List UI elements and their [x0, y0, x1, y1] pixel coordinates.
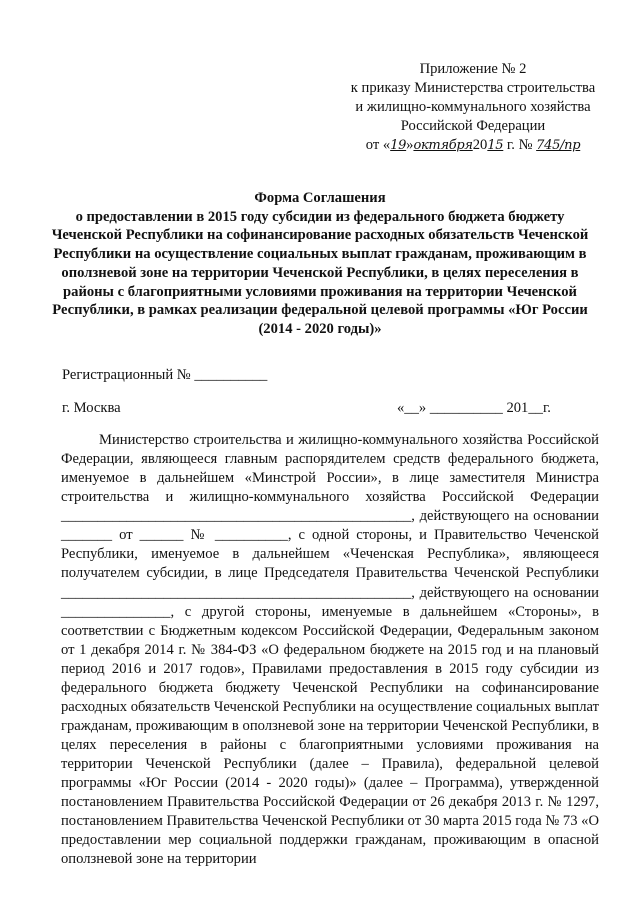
year-prefix: 20 [472, 137, 488, 153]
appendix-title: Приложение № 2 [419, 61, 527, 77]
appendix-line: и жилищно-коммунального хозяйства [355, 99, 591, 115]
number-prefix: г. № [503, 137, 537, 153]
city-label: г. Москва [62, 400, 121, 416]
agreement-body [61, 431, 599, 869]
date-prefix: от « [365, 137, 391, 153]
handwritten-month: октября [413, 138, 473, 153]
appendix-line: Российской Федерации [400, 118, 546, 134]
document-title [48, 189, 592, 339]
registration-number: Регистрационный № __________ [62, 367, 268, 383]
handwritten-year: 15 [487, 138, 504, 153]
handwritten-number: 745/пр [536, 138, 581, 153]
title-heading: Форма Соглашения [254, 190, 386, 206]
body-paragraph: Министерство строительства и жилищно-коммунального хозяйства Российской Федерации, являющееся главным распорядителем средств федерального бюджета, именуемое в дальнейшем «Минстрой России», в лице заместителя Министра строительства и жилищно-коммунального хозяйства Российской Федерации ________________________________________________, действующего на основании _______ от ______ № __________, с одной стороны, и Правительство Чеченской Республики, именуемое в дальнейшем «Чеченская Республика», являющееся получателем субсидии, в лице Председателя Правительства Чеченской Республики ________________________________________________, действующего на основании _______________, с другой стороны, именуемые в дальнейшем «Стороны», в соответствии с Бюджетным кодексом Российской Федерации, Федеральным законом от 1 декабря 2014 г. № 384-ФЗ «О федеральном бюджете на 2015 год и на плановый период 2016 и 2017 годов», Правилами предоставления в 2015 году субсидии из федерального бюджета бюджету Чеченской Республики на софинансирование расходных обязательств Чеченской Республики на осуществление социальных выплат гражданам, проживающим в оползневой зоне на территории Чеченской Республики, в целях переселения в районы с благоприятными условиями проживания на территории Чеченской Республики (далее – Правила), федеральной целевой программы «Юг России (2014 - 2020 годы)» (далее – Программа), утвержденной постановлением Правительства Российской Федерации от 26 декабря 2013 г. № 1297, постановлением Правительства Чеченской Республики от 30 марта 2015 года № 73 «О предоставлении мер социальной поддержки гражданам, проживающим в опасной оползневой зоне на территории [61, 432, 599, 868]
date-quote: » [406, 137, 414, 153]
date-blank: «__» __________ 201__г. [397, 400, 551, 416]
title-text: о предоставлении в 2015 году субсидии из федерального бюджета бюджету Чеченской Республики на софинансирование расходных обязательств Чеченской Республики на осуществление социальных выплат гражданам, проживающим в оползневой зоне на территории Чеченской Республики, в целях переселения в районы с благоприятными условиями проживания на территории Чеченской Республики, в рамках реализации федеральной целевой программы «Юг России (2014 - 2020 годы)» [51, 208, 589, 337]
appendix-header [340, 60, 606, 155]
handwritten-day: 19 [390, 138, 407, 153]
appendix-line: к приказу Министерства строительства [350, 80, 596, 96]
order-date-line [340, 136, 606, 155]
